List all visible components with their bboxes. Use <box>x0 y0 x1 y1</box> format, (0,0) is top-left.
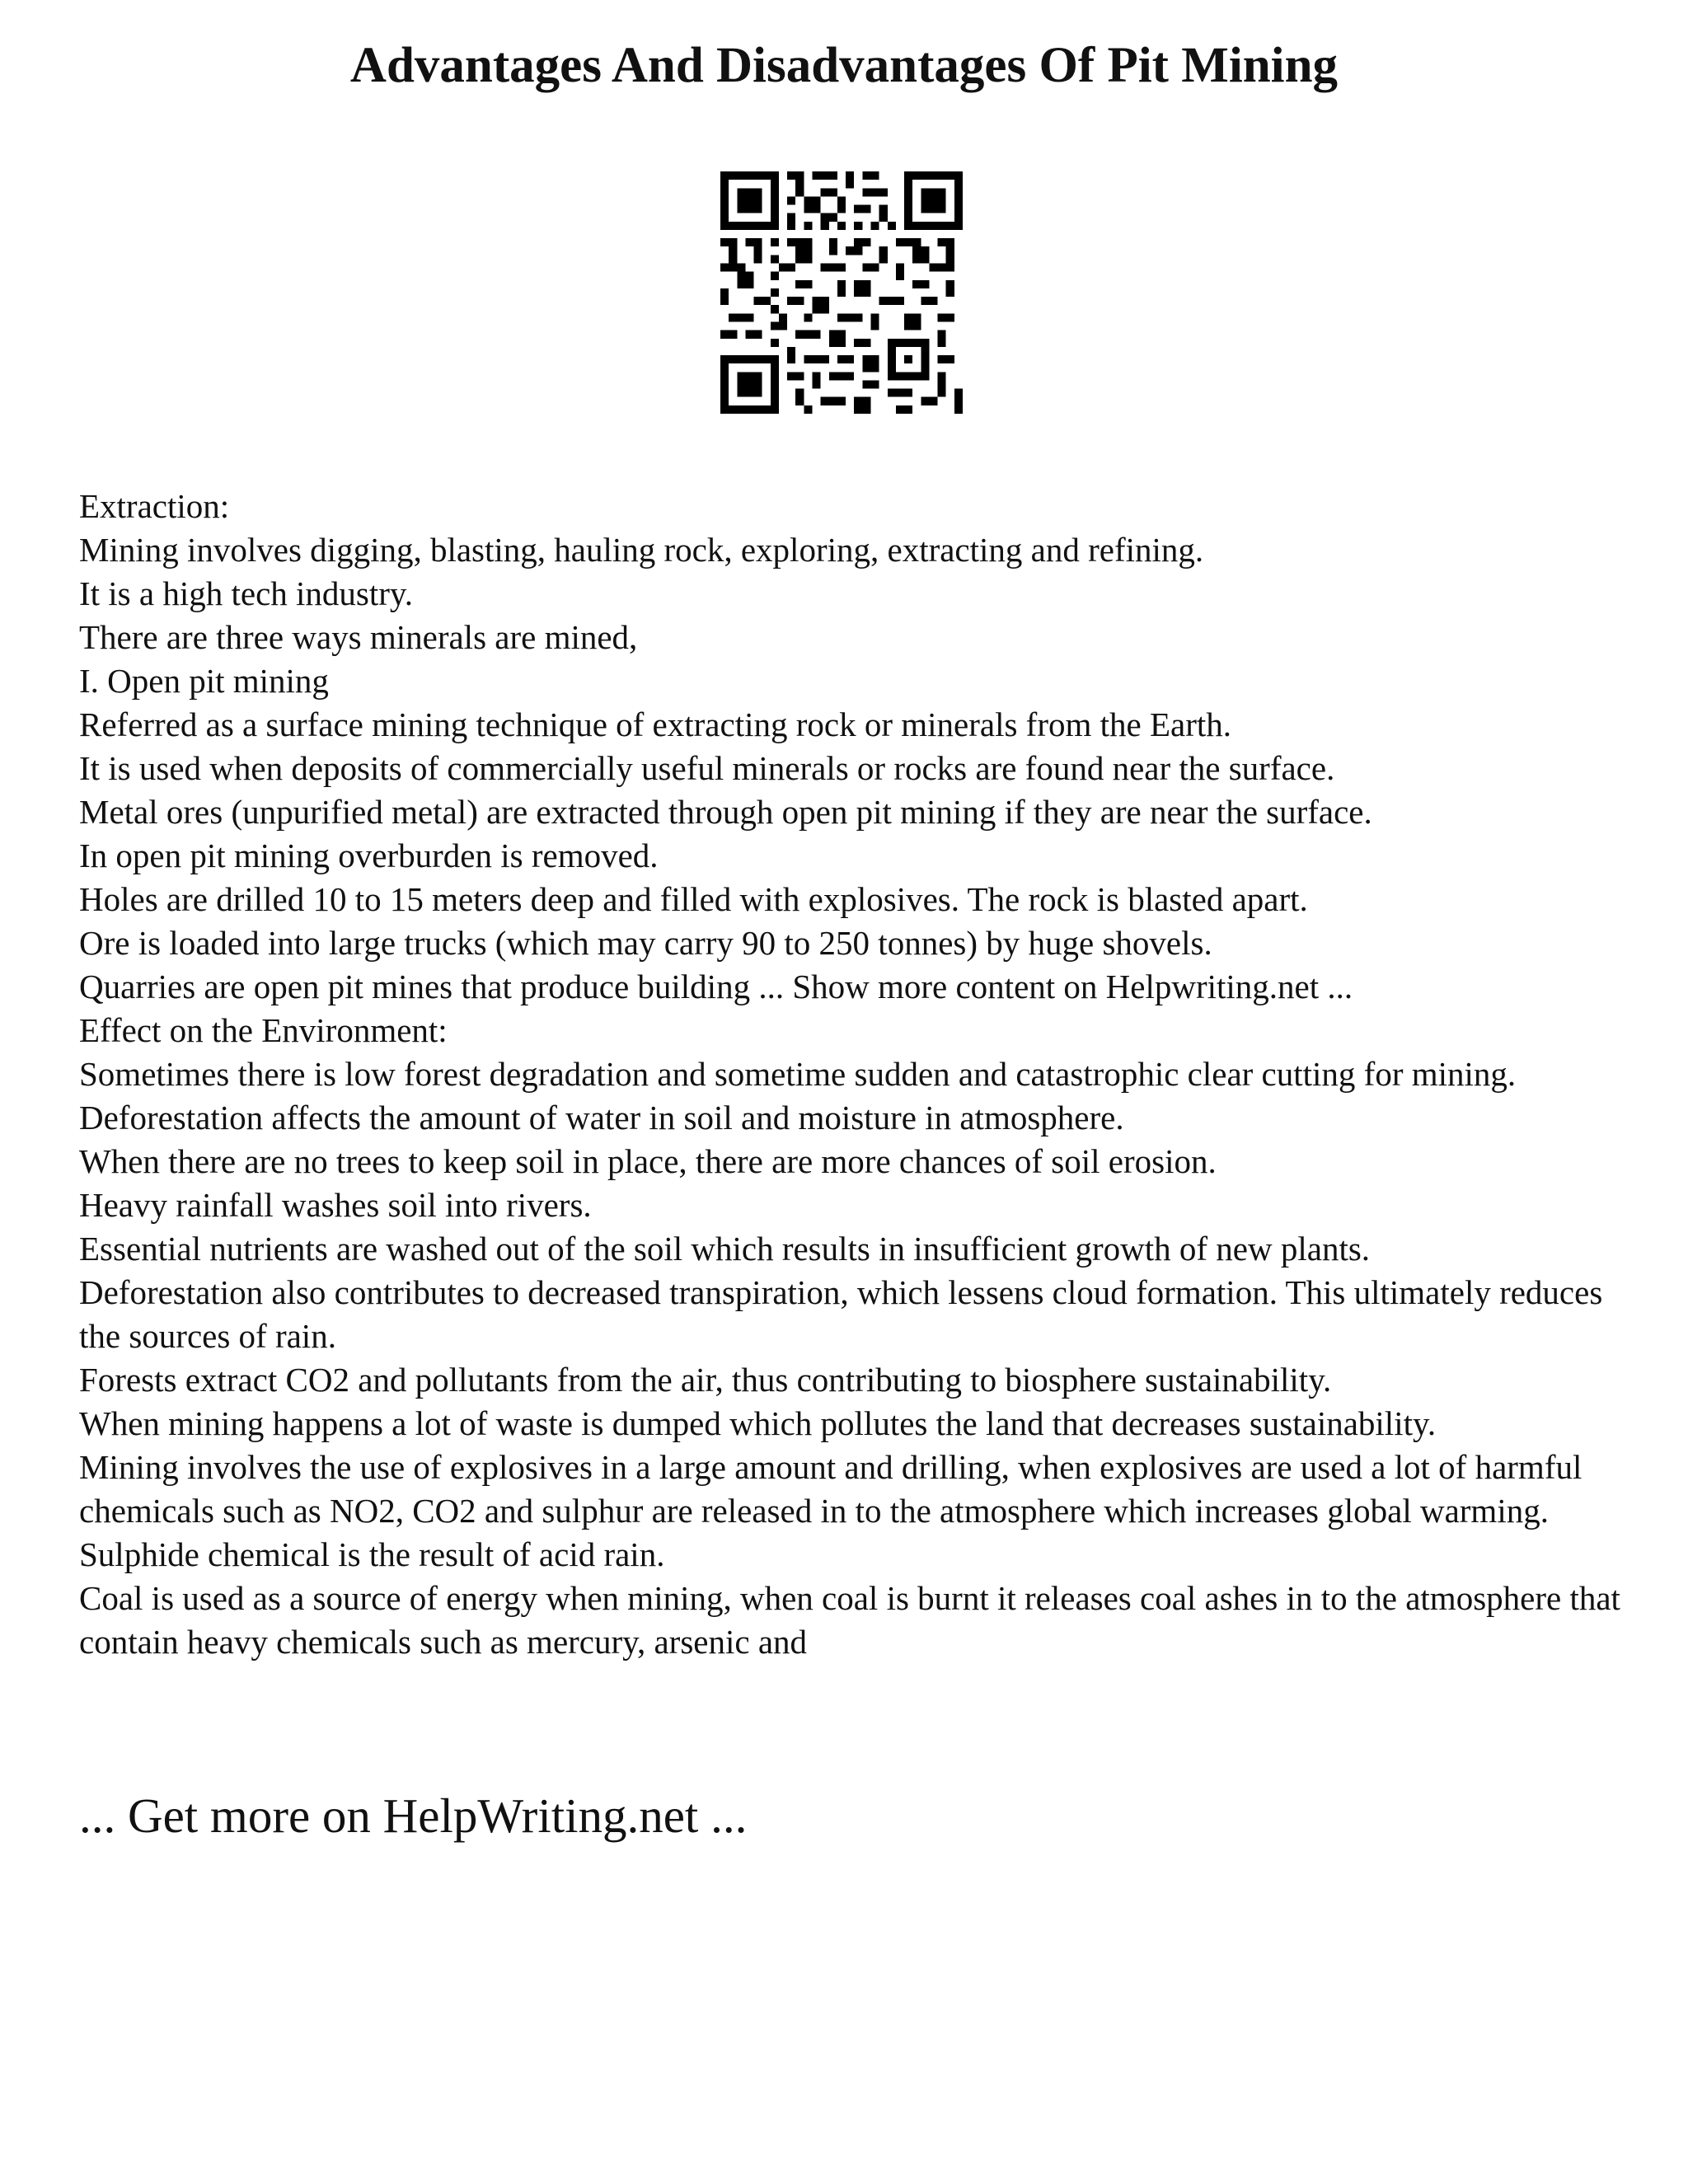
paragraph-line: Essential nutrients are washed out of the soil which results in insufficient growth of new plants. <box>79 1230 1371 1268</box>
paragraph-line: It is used when deposits of commercially useful minerals or rocks are found near the surface. <box>79 749 1335 787</box>
get-more-link[interactable]: ... Get more on HelpWriting.net ... <box>79 1788 748 1843</box>
paragraph-line: Heavy rainfall washes soil into rivers. <box>79 1186 592 1224</box>
paragraph-line: Sometimes there is low forest degradation and sometime sudden and catastrophic clear cutting for mining. <box>79 1055 1517 1093</box>
paragraph-line: Sulphide chemical is the result of acid rain. <box>79 1535 665 1573</box>
paragraph-line: Mining involves digging, blasting, hauling rock, exploring, extracting and refining. <box>79 531 1204 569</box>
paragraph-line: Mining involves the use of explosives in a large amount and drilling, when explosives are used a lot of harmful chemicals such as NO2, CO2 and sulphur are released in to the atmosphere which increases global warming. <box>79 1448 1582 1530</box>
paragraph-line: There are three ways minerals are mined, <box>79 618 638 656</box>
paragraph-line: Quarries are open pit mines that produce building ... Show more content on Helpwriting.net ... <box>79 968 1353 1005</box>
paragraph-line: I. Open pit mining <box>79 662 329 700</box>
paragraph-line: Deforestation also contributes to decreased transpiration, which lessens cloud formation. This ultimately reduces the sources of rain. <box>79 1273 1603 1355</box>
paragraph-line: Deforestation affects the amount of water in soil and moisture in atmosphere. <box>79 1099 1124 1137</box>
paragraph-line: Metal ores (unpurified metal) are extracted through open pit mining if they are near the surface. <box>79 793 1372 831</box>
paragraph-line: Referred as a surface mining technique of extracting rock or minerals from the Earth. <box>79 705 1231 743</box>
qr-code-icon <box>720 171 963 414</box>
section-heading-environment: Effect on the Environment: <box>79 1011 448 1049</box>
paragraph-line: Forests extract CO2 and pollutants from the air, thus contributing to biosphere sustainability. <box>79 1361 1332 1399</box>
section-heading-extraction: Extraction: <box>79 487 230 525</box>
article-body <box>79 485 1629 1664</box>
paragraph-line: When mining happens a lot of waste is dumped which pollutes the land that decreases sustainability. <box>79 1404 1437 1442</box>
page-title: Advantages And Disadvantages Of Pit Mining <box>349 38 1339 93</box>
paragraph-line: Coal is used as a source of energy when mining, when coal is burnt it releases coal ashes in to the atmosphere that contain heavy chemicals such as mercury, arsenic and <box>79 1579 1620 1661</box>
paragraph-line: In open pit mining overburden is removed. <box>79 837 659 874</box>
paragraph-line: Holes are drilled 10 to 15 meters deep and filled with explosives. The rock is blasted apart. <box>79 880 1308 918</box>
paragraph-line: It is a high tech industry. <box>79 574 413 612</box>
paragraph-line: When there are no trees to keep soil in place, there are more chances of soil erosion. <box>79 1142 1217 1180</box>
paragraph-line: Ore is loaded into large trucks (which may carry 90 to 250 tonnes) by huge shovels. <box>79 924 1212 962</box>
